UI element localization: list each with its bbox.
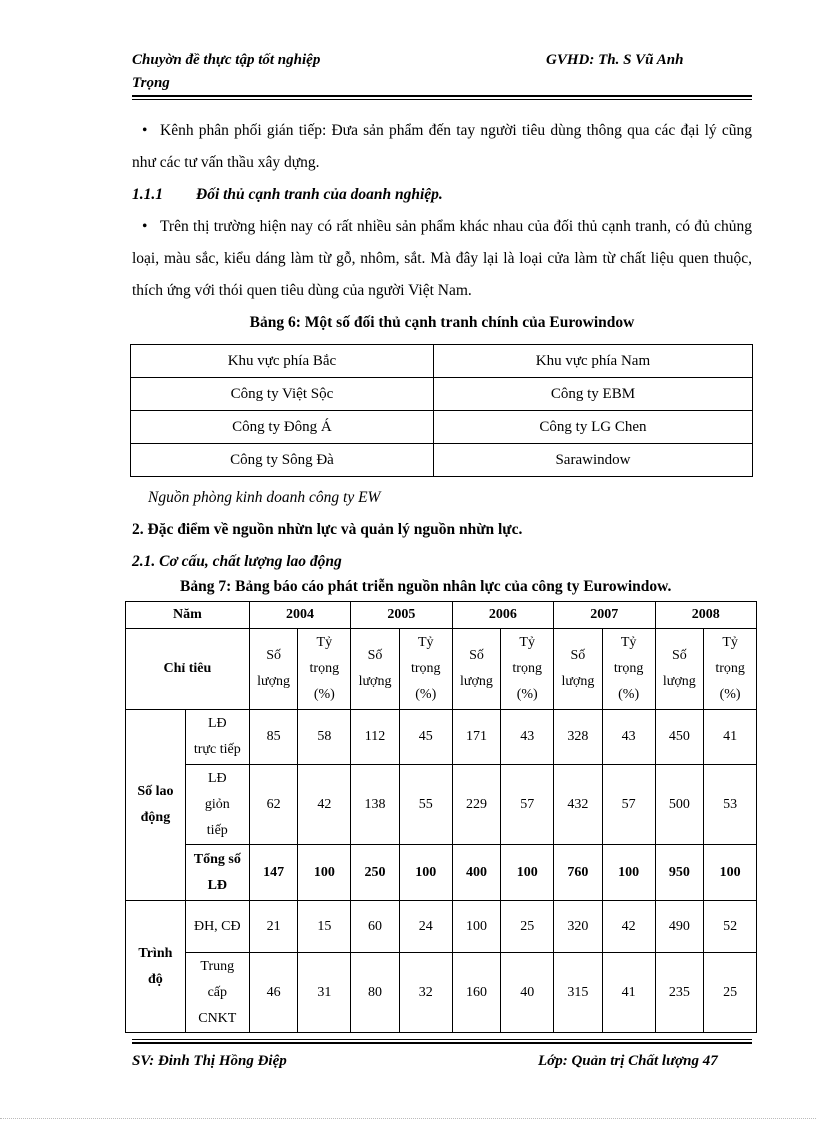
value-cell: 58: [298, 710, 351, 765]
value-cell: 147: [249, 845, 298, 901]
header-title-line2: Trọng: [132, 75, 170, 91]
table-cell: Công ty Sông Đà: [131, 444, 434, 477]
table-header-cell: Khu vực phía Nam: [433, 345, 752, 378]
value-cell: 760: [554, 845, 603, 901]
value-cell: 46: [249, 953, 298, 1033]
table-cell: Công ty EBM: [433, 378, 752, 411]
table-row: [126, 602, 757, 629]
value-cell: 15: [298, 901, 351, 953]
value-cell: 138: [351, 765, 400, 845]
section-title: Đối thủ cạnh tranh của doanh nghiệp.: [196, 186, 443, 203]
table-row: [126, 765, 757, 845]
value-cell: 57: [501, 765, 554, 845]
table-cell: Công ty Đông Á: [131, 411, 434, 444]
bullet-icon: •: [142, 122, 148, 139]
table-cell: Công ty Việt Sộc: [131, 378, 434, 411]
value-cell: 450: [655, 710, 704, 765]
footer-student: SV: Đinh Thị Hồng Điệp: [132, 1053, 287, 1069]
table-row: [126, 901, 757, 953]
value-cell: 80: [351, 953, 400, 1033]
table-row: [126, 845, 757, 901]
ty-trong-header: Tỷ trọng (%): [704, 629, 757, 710]
bullet-paragraph-indirect-channel: • Kênh phân phối gián tiếp: Đưa sản phẩm đến tay người tiêu dùng thông qua các đại lý cũng như các tư vấn thầu xây dựng.: [132, 115, 752, 179]
hr-report-table: [125, 601, 757, 1033]
header-rule-thick: [132, 95, 752, 97]
value-cell: 41: [602, 953, 655, 1033]
value-cell: 55: [399, 765, 452, 845]
row-label-cell: ĐH, CĐ: [185, 901, 249, 953]
table6-caption: Bảng 6: Một số đối thủ cạnh tranh chính của Eurowindow: [249, 314, 635, 331]
year-label-cell: Năm: [126, 602, 250, 629]
section-number: 1.1.1: [132, 186, 163, 203]
section2-heading: 2. Đặc điểm về nguồn nhừn lực và quản lý nguồn nhừn lực.: [132, 521, 523, 538]
value-cell: 43: [501, 710, 554, 765]
value-cell: 41: [704, 710, 757, 765]
value-cell: 25: [704, 953, 757, 1033]
value-cell: 60: [351, 901, 400, 953]
value-cell: 40: [501, 953, 554, 1033]
value-cell: 57: [602, 765, 655, 845]
value-cell: 42: [298, 765, 351, 845]
value-cell: 45: [399, 710, 452, 765]
value-cell: 42: [602, 901, 655, 953]
value-cell: 100: [501, 845, 554, 901]
value-cell: 500: [655, 765, 704, 845]
value-cell: 24: [399, 901, 452, 953]
footer-rule-thick: [132, 1042, 752, 1044]
table-row: [131, 345, 753, 378]
bullet-icon: •: [142, 218, 148, 235]
value-cell: 490: [655, 901, 704, 953]
row-label-cell: LĐ trực tiếp: [185, 710, 249, 765]
row-label-cell: Trung cấp CNKT: [185, 953, 249, 1033]
value-cell: 235: [655, 953, 704, 1033]
ty-trong-header: Tỷ trọng (%): [399, 629, 452, 710]
competitor-table: [130, 344, 753, 477]
table-cell: Công ty LG Chen: [433, 411, 752, 444]
table7-caption: Bảng 7: Bảng báo cáo phát triễn nguồn nhân lực của công ty Eurowindow.: [180, 578, 672, 595]
value-cell: 432: [554, 765, 603, 845]
value-cell: 85: [249, 710, 298, 765]
value-cell: 62: [249, 765, 298, 845]
group-label-education: Trình độ: [126, 901, 186, 1033]
ty-trong-header: Tỷ trọng (%): [501, 629, 554, 710]
footer-class: Lớp: Quản trị Chất lượng 47: [538, 1053, 718, 1069]
so-luong-header: Số lượng: [554, 629, 603, 710]
value-cell: 31: [298, 953, 351, 1033]
value-cell: 328: [554, 710, 603, 765]
value-cell: 112: [351, 710, 400, 765]
ty-trong-header: Tỷ trọng (%): [298, 629, 351, 710]
header-title-line1: Chuyờn đề thực tập tốt nghiệp: [132, 52, 321, 68]
table-cell: Sarawindow: [433, 444, 752, 477]
header-advisor: GVHD: Th. S Vũ Anh: [546, 52, 684, 68]
so-luong-header: Số lượng: [655, 629, 704, 710]
value-cell: 315: [554, 953, 603, 1033]
row-label-cell: Tổng số LĐ: [185, 845, 249, 901]
year-cell: 2008: [655, 602, 757, 629]
footer-rule-thin: [132, 1039, 752, 1040]
value-cell: 171: [452, 710, 501, 765]
value-cell: 100: [602, 845, 655, 901]
value-cell: 250: [351, 845, 400, 901]
value-cell: 400: [452, 845, 501, 901]
value-cell: 229: [452, 765, 501, 845]
year-cell: 2007: [554, 602, 655, 629]
table-row: [131, 444, 753, 477]
header-rule-thin: [132, 99, 752, 100]
table-row: [131, 378, 753, 411]
group-label-labor: Số lao động: [126, 710, 186, 901]
value-cell: 100: [704, 845, 757, 901]
value-cell: 32: [399, 953, 452, 1033]
bullet-paragraph-competitors: • Trên thị trường hiện nay có rất nhiều sản phẩm khác nhau của đối thủ cạnh tranh, có đủ chủng loại, màu sắc, kiểu dáng làm từ gỗ, nhôm, sắt. Mà đây lại là loại cửa làm từ chất liệu quen thuộc, thích ứng với thói quen tiêu dùng của người Việt Nam.: [132, 211, 752, 307]
table-row: [126, 629, 757, 710]
ty-trong-header: Tỷ trọng (%): [602, 629, 655, 710]
table-row: [131, 411, 753, 444]
value-cell: 100: [452, 901, 501, 953]
value-cell: 950: [655, 845, 704, 901]
value-cell: 53: [704, 765, 757, 845]
so-luong-header: Số lượng: [249, 629, 298, 710]
value-cell: 320: [554, 901, 603, 953]
year-cell: 2006: [452, 602, 553, 629]
table-header-cell: Khu vực phía Bắc: [131, 345, 434, 378]
year-cell: 2005: [351, 602, 452, 629]
so-luong-header: Số lượng: [351, 629, 400, 710]
table-row: [126, 710, 757, 765]
value-cell: 43: [602, 710, 655, 765]
value-cell: 52: [704, 901, 757, 953]
table-row: [126, 953, 757, 1033]
page-edge-divider: [0, 1118, 816, 1119]
value-cell: 100: [298, 845, 351, 901]
section2-1-heading: 2.1. Cơ cấu, chất lượng lao động: [132, 553, 342, 570]
table6-source: Nguồn phòng kinh doanh công ty EW: [148, 489, 381, 506]
value-cell: 21: [249, 901, 298, 953]
year-cell: 2004: [249, 602, 350, 629]
so-luong-header: Số lượng: [452, 629, 501, 710]
value-cell: 160: [452, 953, 501, 1033]
value-cell: 25: [501, 901, 554, 953]
value-cell: 100: [399, 845, 452, 901]
indicator-label-cell: Chỉ tiêu: [126, 629, 250, 710]
row-label-cell: LĐ giỏn tiếp: [185, 765, 249, 845]
